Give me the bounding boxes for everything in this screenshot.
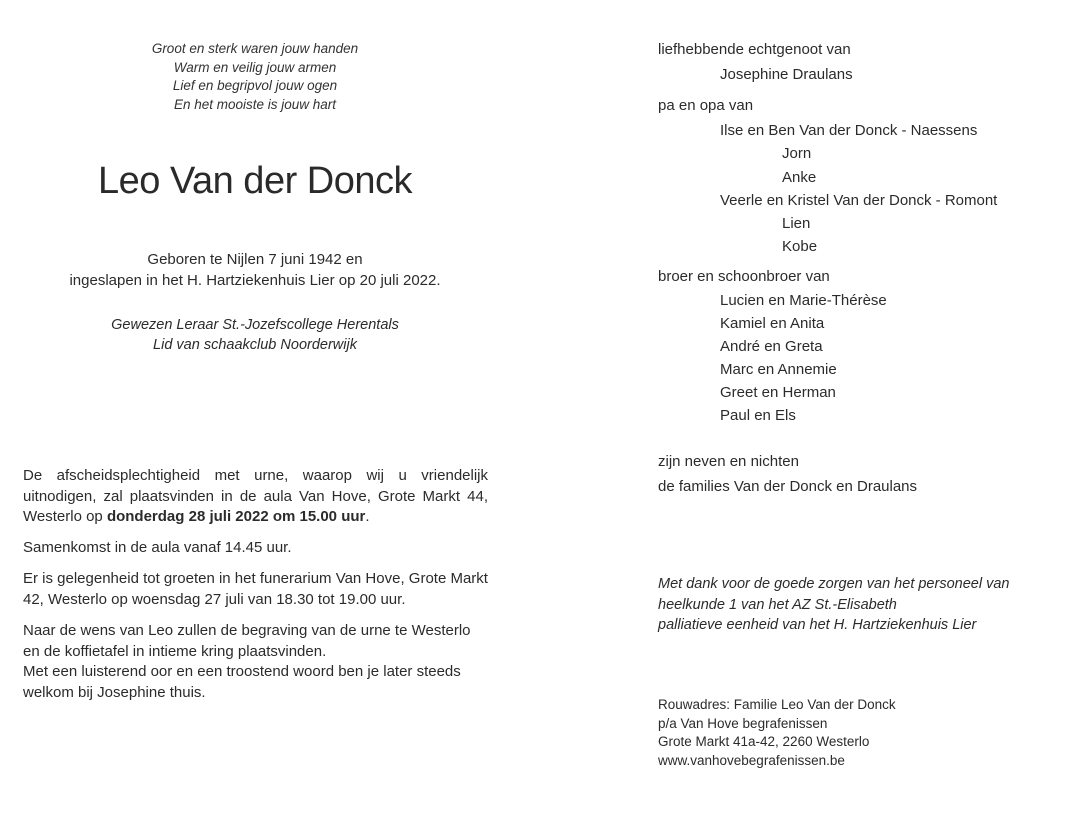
website-link[interactable]: www.vanhovebegrafenissen.be xyxy=(658,752,845,768)
thanks-line: heelkunde 1 van het AZ St.-Elisabeth xyxy=(658,596,897,613)
titles xyxy=(20,315,490,355)
ceremony-line: De afscheidsplechtigheid met urne, waarop wij u vriendelijk xyxy=(23,467,488,484)
sibling-name: Greet en Herman xyxy=(720,384,836,401)
sibling-name: André en Greta xyxy=(720,338,823,355)
ceremony-line: uitnodigen, zal plaatsvinden in de aula Van Hove, Grote Markt 44, xyxy=(23,487,488,505)
poem-line: Lief en begripvol jouw ogen xyxy=(172,78,338,93)
spouse-name: Josephine Draulans xyxy=(720,66,853,83)
ceremony-datetime: donderdag 28 juli 2022 om 15.00 uur xyxy=(106,508,366,525)
sibling-name: Kamiel en Anita xyxy=(720,315,825,332)
birth-line: Geboren te Nijlen 7 juni 1942 en xyxy=(147,251,363,268)
wish-line: welkom bij Josephine thuis. xyxy=(23,683,206,701)
nephews-line: zijn neven en nichten xyxy=(658,453,799,470)
child-name: Ilse en Ben Van der Donck - Naessens xyxy=(720,122,978,139)
children-heading: pa en opa van xyxy=(658,97,754,114)
title-line: Lid van schaakclub Noorderwijk xyxy=(153,337,357,353)
thanks-line: Met dank voor de goede zorgen van het personeel van xyxy=(658,576,1010,592)
greeting-line: 42, Westerlo op woensdag 27 juli van 18.30 tot 19.00 uur. xyxy=(23,590,406,608)
greeting-line: Er is gelegenheid tot groeten in het funerarium Van Hove, Grote Markt xyxy=(23,570,488,587)
child-name: Veerle en Kristel Van der Donck - Romont xyxy=(720,192,998,209)
gathering-paragraph xyxy=(23,538,488,559)
address-line: Grote Markt 41a-42, 2260 Westerlo xyxy=(658,734,870,749)
birth-line: ingeslapen in het H. Hartziekenhuis Lier op 20 juli 2022. xyxy=(69,272,441,289)
wish-paragraph xyxy=(23,621,488,703)
birth-info xyxy=(20,249,490,291)
deceased-name: Leo Van der Donck xyxy=(98,160,412,202)
ceremony-paragraph xyxy=(23,466,488,528)
wish-line: Met een luisterend oor en een troostend woord ben je later steeds xyxy=(23,663,461,680)
sibling-name: Paul en Els xyxy=(720,407,796,424)
families-line: de families Van der Donck en Draulans xyxy=(658,478,918,495)
thanks-line: palliatieve eenheid van het H. Hartziekenhuis Lier xyxy=(658,617,977,633)
title-line: Gewezen Leraar St.-Jozefscollege Herentals xyxy=(111,317,399,333)
poem-line: Warm en veilig jouw armen xyxy=(173,59,337,75)
sibling-name: Marc en Annemie xyxy=(720,361,837,378)
gathering-line: Samenkomst in de aula vanaf 14.45 uur. xyxy=(23,539,292,556)
spouse-heading: liefhebbende echtgenoot van xyxy=(658,41,851,58)
sibling-name: Lucien en Marie-Thérèse xyxy=(720,292,887,309)
ceremony-prefix: Westerlo op xyxy=(23,508,107,525)
poem-line: Groot en sterk waren jouw handen xyxy=(151,41,359,56)
grandchild-name: Kobe xyxy=(782,238,818,255)
poem xyxy=(60,40,450,114)
grandchild-name: Jorn xyxy=(782,145,812,162)
ceremony-suffix: . xyxy=(365,508,370,525)
grandchild-name: Lien xyxy=(782,215,811,232)
address-line: p/a Van Hove begrafenissen xyxy=(658,715,828,731)
greeting-paragraph xyxy=(23,569,488,610)
wish-line: en de koffietafel in intieme kring plaatsvinden. xyxy=(23,642,327,660)
address-line: Rouwadres: Familie Leo Van der Donck xyxy=(658,697,896,712)
wish-line: Naar de wens van Leo zullen de begraving van de urne te Westerlo xyxy=(23,622,471,639)
mourning-address xyxy=(658,696,896,770)
ceremony-line xyxy=(23,507,488,528)
siblings-heading: broer en schoonbroer van xyxy=(658,268,830,285)
thanks-note xyxy=(658,574,1009,636)
grandchild-name: Anke xyxy=(782,169,817,186)
poem-line: En het mooiste is jouw hart xyxy=(173,96,337,112)
